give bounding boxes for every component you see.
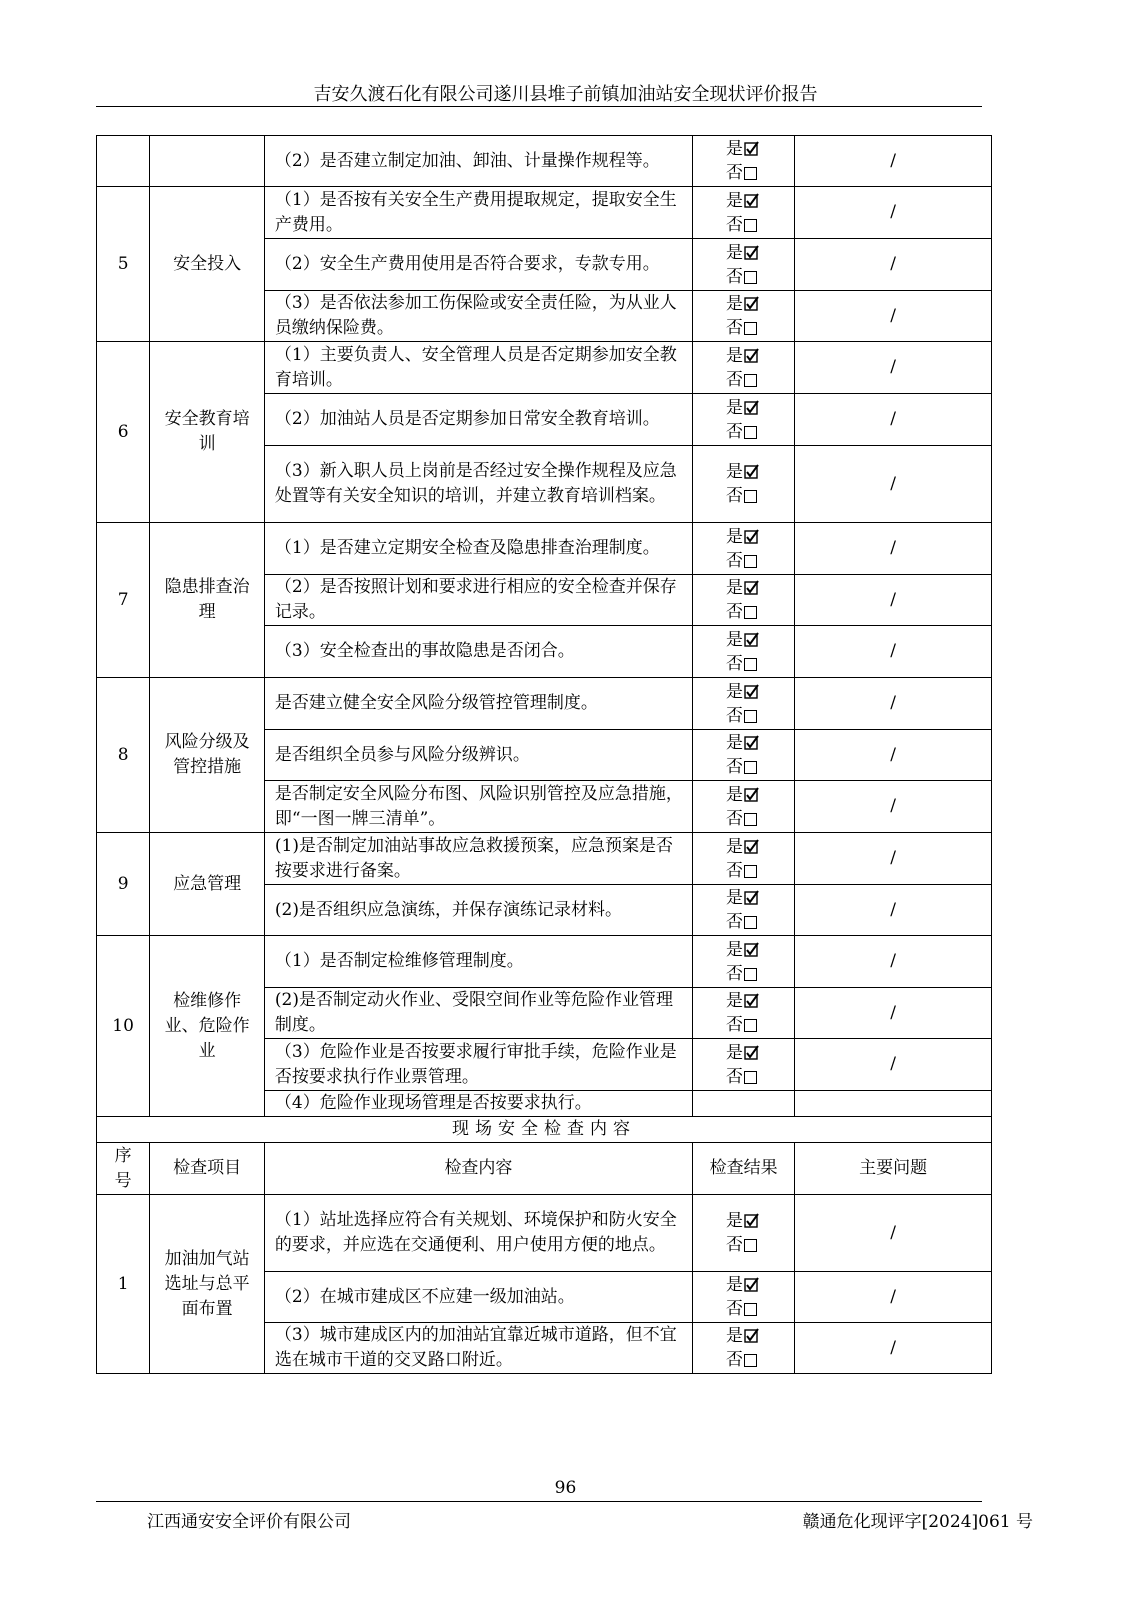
result-yes <box>726 1273 794 1297</box>
result-no-label: 否 <box>725 860 743 881</box>
result-no <box>726 910 794 934</box>
checked-box-icon <box>744 1045 759 1060</box>
result-yes <box>726 628 794 652</box>
result-no-label: 否 <box>725 1015 743 1035</box>
result-yes-label: 是 <box>725 242 743 263</box>
result-yes-label: 是 <box>725 345 743 366</box>
checked-box-icon <box>744 993 759 1008</box>
main-issue: / <box>795 885 992 936</box>
item-number: 6 <box>97 342 150 523</box>
result-no-label: 否 <box>725 369 743 390</box>
result-no <box>726 484 794 508</box>
main-issue: / <box>795 730 992 781</box>
main-issue: / <box>795 523 992 575</box>
result-yes-label: 是 <box>725 1042 743 1063</box>
check-result <box>692 936 794 988</box>
result-yes-label: 是 <box>725 939 743 960</box>
check-item: 检维修作业、危险作业 <box>150 936 265 1117</box>
check-content: （3）危险作业是否按要求履行审批手续，危险作业是否按要求执行作业票管理。 <box>264 1039 692 1091</box>
result-no <box>726 1065 794 1089</box>
result-yes <box>726 460 794 484</box>
checked-box-icon <box>744 1328 759 1343</box>
checked-box-icon <box>744 464 759 479</box>
check-result <box>692 781 794 833</box>
main-issue: / <box>795 678 992 730</box>
check-result <box>692 136 794 187</box>
empty-box-icon <box>744 1019 757 1032</box>
result-no <box>726 1013 794 1037</box>
check-result <box>692 626 794 678</box>
result-yes <box>726 1324 794 1348</box>
result-no <box>726 652 794 676</box>
check-content: （3）城市建成区内的加油站宜靠近城市道路，但不宜选在城市干道的交叉路口附近。 <box>264 1323 692 1374</box>
result-no-label: 否 <box>725 705 743 726</box>
result-yes-label: 是 <box>725 733 743 753</box>
main-issue: / <box>795 342 992 394</box>
empty-box-icon <box>744 1239 757 1252</box>
result-yes <box>726 938 794 962</box>
check-content: （2）安全生产费用使用是否符合要求，专款专用。 <box>264 239 692 291</box>
footer-divider <box>96 1501 982 1502</box>
result-no-label: 否 <box>725 421 743 442</box>
table-row <box>97 1195 992 1272</box>
check-content: (2)是否制定动火作业、受限空间作业等危险作业管理制度。 <box>264 988 692 1039</box>
table-row <box>97 678 992 730</box>
result-yes-label: 是 <box>725 139 743 159</box>
result-no <box>726 161 794 185</box>
empty-box-icon <box>744 271 757 284</box>
check-content: (2)是否组织应急演练，并保存演练记录材料。 <box>264 885 692 936</box>
result-yes-label: 是 <box>725 397 743 418</box>
table-row <box>97 136 992 187</box>
result-yes-label: 是 <box>725 462 743 482</box>
empty-box-icon <box>744 1303 757 1316</box>
check-item <box>150 136 265 187</box>
check-result <box>692 885 794 936</box>
checked-box-icon <box>744 141 759 156</box>
result-no <box>726 807 794 831</box>
checked-box-icon <box>744 296 759 311</box>
table-row <box>97 342 992 394</box>
check-result <box>692 833 794 885</box>
check-item: 应急管理 <box>150 833 265 936</box>
check-result <box>692 1323 794 1374</box>
check-result <box>692 523 794 575</box>
result-no <box>726 704 794 728</box>
footer-company: 江西通安安全评价有限公司 <box>147 1512 351 1532</box>
result-yes-label: 是 <box>725 526 743 547</box>
result-yes-label: 是 <box>725 294 743 314</box>
main-issue: / <box>795 187 992 239</box>
checked-box-icon <box>744 193 759 208</box>
checked-box-icon <box>744 1213 759 1228</box>
result-no <box>726 420 794 444</box>
check-content: （1）站址选择应符合有关规划、环境保护和防火安全的要求，并应选在交通便利、用户使用方便的地点。 <box>264 1195 692 1272</box>
item-number: 9 <box>97 833 150 936</box>
column-header-seq: 序号 <box>97 1143 150 1195</box>
check-content: （2）是否按照计划和要求进行相应的安全检查并保存记录。 <box>264 575 692 626</box>
empty-box-icon <box>744 374 757 387</box>
table-row <box>97 523 992 575</box>
check-content: （1）是否制定检维修管理制度。 <box>264 936 692 988</box>
empty-box-icon <box>744 813 757 826</box>
result-yes-label: 是 <box>725 836 743 857</box>
result-yes <box>726 1041 794 1065</box>
result-yes <box>726 576 794 600</box>
empty-box-icon <box>744 167 757 180</box>
main-issue: / <box>795 575 992 626</box>
result-no <box>726 962 794 986</box>
empty-box-icon <box>744 1354 757 1367</box>
inspection-table <box>96 135 992 1374</box>
result-no-label: 否 <box>725 266 743 287</box>
result-no-label: 否 <box>725 653 743 674</box>
check-content: （2）是否建立制定加油、卸油、计量操作规程等。 <box>264 136 692 187</box>
main-issue: / <box>795 394 992 446</box>
result-no-label: 否 <box>725 1299 743 1319</box>
check-content: （1）主要负责人、安全管理人员是否定期参加安全教育培训。 <box>264 342 692 394</box>
result-no-label: 否 <box>725 1235 743 1255</box>
result-yes-label: 是 <box>725 1326 743 1346</box>
main-issue <box>795 1091 992 1117</box>
result-yes <box>726 731 794 755</box>
table-row <box>97 936 992 988</box>
check-result <box>692 988 794 1039</box>
check-item: 隐患排查治理 <box>150 523 265 678</box>
empty-box-icon <box>744 322 757 335</box>
empty-box-icon <box>744 710 757 723</box>
result-no-label: 否 <box>725 1066 743 1087</box>
result-yes <box>726 886 794 910</box>
check-result <box>692 394 794 446</box>
header-divider <box>96 106 982 107</box>
result-no <box>726 549 794 573</box>
result-no <box>726 859 794 883</box>
main-issue: / <box>795 1195 992 1272</box>
column-header-item: 检查项目 <box>150 1143 265 1195</box>
check-result <box>692 239 794 291</box>
checked-box-icon <box>744 529 759 544</box>
result-yes-label: 是 <box>725 1211 743 1231</box>
result-no <box>726 316 794 340</box>
result-yes <box>726 189 794 213</box>
empty-box-icon <box>744 219 757 232</box>
check-item: 安全投入 <box>150 187 265 342</box>
page-number: 96 <box>554 1478 577 1498</box>
check-result <box>692 1039 794 1091</box>
item-number: 1 <box>97 1195 150 1374</box>
result-yes-label: 是 <box>725 888 743 908</box>
result-no-label: 否 <box>725 602 743 622</box>
empty-box-icon <box>744 1071 757 1084</box>
checked-box-icon <box>744 839 759 854</box>
check-content: （2）在城市建成区不应建一级加油站。 <box>264 1272 692 1323</box>
result-no <box>726 755 794 779</box>
result-no-label: 否 <box>725 1350 743 1370</box>
main-issue: / <box>795 136 992 187</box>
result-no <box>726 265 794 289</box>
empty-box-icon <box>744 555 757 568</box>
result-yes <box>726 396 794 420</box>
check-content: 是否建立健全安全风险分级管控管理制度。 <box>264 678 692 730</box>
result-no <box>726 1233 794 1257</box>
main-issue: / <box>795 239 992 291</box>
main-issue: / <box>795 291 992 342</box>
result-no <box>726 1348 794 1372</box>
check-content: 是否制定安全风险分布图、风险识别管控及应急措施，即“一图一牌三清单”。 <box>264 781 692 833</box>
page-header-title: 吉安久渡石化有限公司遂川县堆子前镇加油站安全现状评价报告 <box>313 84 818 105</box>
empty-box-icon <box>744 761 757 774</box>
table-row <box>97 833 992 885</box>
check-result <box>692 1091 794 1117</box>
column-header-result: 检查结果 <box>692 1143 794 1195</box>
result-yes-label: 是 <box>725 784 743 805</box>
check-content: （3）新入职人员上岗前是否经过安全操作规程及应急处置等有关安全知识的培训，并建立教育培训档案。 <box>264 446 692 523</box>
check-content: （1）是否建立定期安全检查及隐患排查治理制度。 <box>264 523 692 575</box>
empty-box-icon <box>744 490 757 503</box>
result-yes-label: 是 <box>725 991 743 1011</box>
result-no <box>726 368 794 392</box>
result-yes-label: 是 <box>725 190 743 211</box>
item-number <box>97 136 150 187</box>
checked-box-icon <box>744 890 759 905</box>
table-row <box>97 187 992 239</box>
check-item: 安全教育培训 <box>150 342 265 523</box>
main-issue: / <box>795 781 992 833</box>
check-content: （1）是否按有关安全生产费用提取规定，提取安全生产费用。 <box>264 187 692 239</box>
result-yes-label: 是 <box>725 629 743 650</box>
check-content: 是否组织全员参与风险分级辨识。 <box>264 730 692 781</box>
result-yes <box>726 525 794 549</box>
empty-box-icon <box>744 865 757 878</box>
check-result <box>692 678 794 730</box>
check-content: （4）危险作业现场管理是否按要求执行。 <box>264 1091 692 1117</box>
main-issue: / <box>795 446 992 523</box>
footer-doc-number: 赣通危化现评字[2024]061 号 <box>802 1512 1033 1532</box>
main-issue: / <box>795 833 992 885</box>
checked-box-icon <box>744 245 759 260</box>
result-yes <box>726 835 794 859</box>
checked-box-icon <box>744 735 759 750</box>
main-issue: / <box>795 1272 992 1323</box>
result-yes <box>726 989 794 1013</box>
main-issue: / <box>795 988 992 1039</box>
check-content: （3）是否依法参加工伤保险或安全责任险，为从业人员缴纳保险费。 <box>264 291 692 342</box>
result-yes <box>726 680 794 704</box>
empty-box-icon <box>744 916 757 929</box>
checked-box-icon <box>744 400 759 415</box>
result-no-label: 否 <box>725 163 743 183</box>
checked-box-icon <box>744 632 759 647</box>
result-yes <box>726 292 794 316</box>
checked-box-icon <box>744 942 759 957</box>
result-yes <box>726 1209 794 1233</box>
check-result <box>692 291 794 342</box>
result-no-label: 否 <box>725 318 743 338</box>
result-no <box>726 1297 794 1321</box>
empty-box-icon <box>744 968 757 981</box>
check-content: (1)是否制定加油站事故应急救援预案，应急预案是否按要求进行备案。 <box>264 833 692 885</box>
section-title-row <box>97 1117 992 1143</box>
checked-box-icon <box>744 684 759 699</box>
result-no-label: 否 <box>725 757 743 777</box>
result-no-label: 否 <box>725 214 743 235</box>
item-number: 8 <box>97 678 150 833</box>
check-result <box>692 730 794 781</box>
result-yes-label: 是 <box>725 578 743 598</box>
checked-box-icon <box>744 787 759 802</box>
item-number: 10 <box>97 936 150 1117</box>
empty-box-icon <box>744 658 757 671</box>
result-yes-label: 是 <box>725 681 743 702</box>
check-result <box>692 575 794 626</box>
empty-box-icon <box>744 606 757 619</box>
main-issue: / <box>795 936 992 988</box>
main-issue: / <box>795 1323 992 1374</box>
result-no-label: 否 <box>725 963 743 984</box>
check-content: （3）安全检查出的事故隐患是否闭合。 <box>264 626 692 678</box>
result-yes <box>726 783 794 807</box>
result-no-label: 否 <box>725 808 743 829</box>
result-no-label: 否 <box>725 550 743 571</box>
check-result <box>692 1195 794 1272</box>
check-result <box>692 187 794 239</box>
column-header-content: 检查内容 <box>264 1143 692 1195</box>
column-header-issue: 主要问题 <box>795 1143 992 1195</box>
section-title: 现场安全检查内容 <box>97 1117 992 1143</box>
column-header-row <box>97 1143 992 1195</box>
result-no-label: 否 <box>725 486 743 506</box>
check-item: 风险分级及管控措施 <box>150 678 265 833</box>
check-item: 加油加气站选址与总平面布置 <box>150 1195 265 1374</box>
result-no <box>726 600 794 624</box>
result-yes <box>726 241 794 265</box>
checked-box-icon <box>744 1277 759 1292</box>
main-issue: / <box>795 1039 992 1091</box>
empty-box-icon <box>744 426 757 439</box>
result-no-label: 否 <box>725 912 743 932</box>
check-result <box>692 446 794 523</box>
check-result <box>692 342 794 394</box>
check-content: （2）加油站人员是否定期参加日常安全教育培训。 <box>264 394 692 446</box>
item-number: 7 <box>97 523 150 678</box>
main-issue: / <box>795 626 992 678</box>
result-no <box>726 213 794 237</box>
result-yes <box>726 344 794 368</box>
check-result <box>692 1272 794 1323</box>
result-yes-label: 是 <box>725 1275 743 1295</box>
result-yes <box>726 137 794 161</box>
item-number: 5 <box>97 187 150 342</box>
checked-box-icon <box>744 348 759 363</box>
checked-box-icon <box>744 580 759 595</box>
